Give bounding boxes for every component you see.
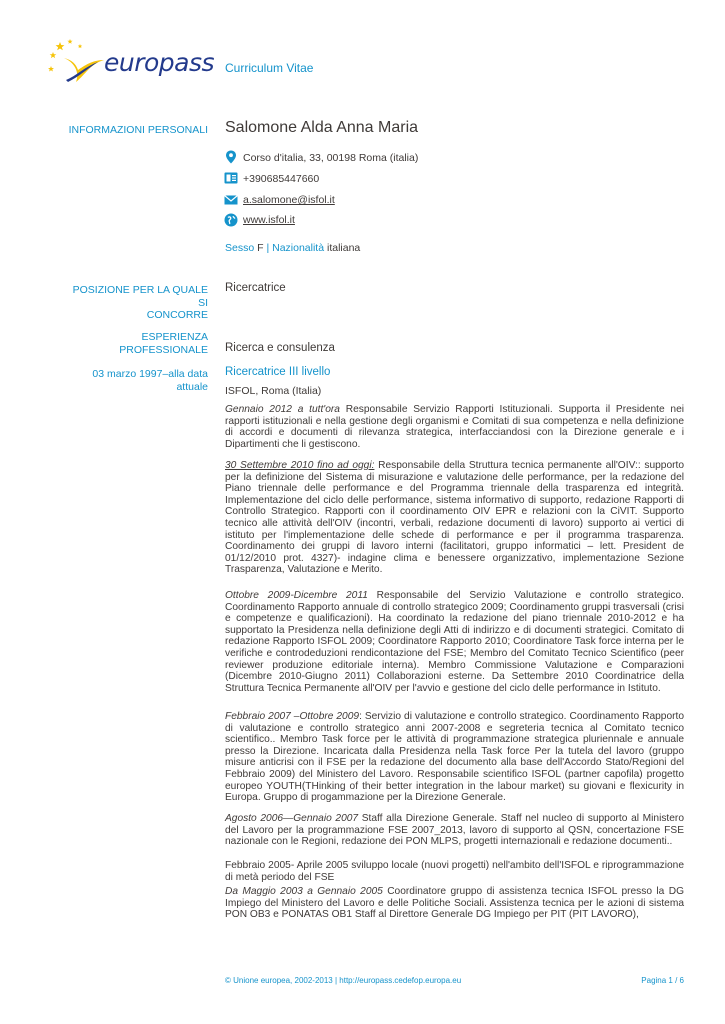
experience-paragraph (225, 590, 684, 694)
personal-info-label: INFORMAZIONI PERSONALI (68, 124, 208, 136)
experience-paragraph (225, 886, 684, 921)
paragraph-date: Gennaio 2012 a tutt'ora (225, 404, 340, 415)
email-address[interactable]: a.salomone@isfol.it (243, 194, 335, 206)
paragraph-text: : Servizio di valutazione e controllo strategico. Coordinamento Rapporto di valutazione e controllo strategico anni 2007-2008 e segreteria tecnica al Comitato tecnico scientifico.. Membro Task force per le attività di programmazione strategica pluriennale e annuale presso la Direzione. Incaricata dalla Presidenza nella Task force Per la tutela del lavoro (gruppo misure anticrisi con il FSE per la redazione del documento alla base dell'Accordo Stato/Regioni del Febbraio 2009) del Ministero del Lavoro. Responsabile scientifico ISFOL (partner capofila) progetto europeo YOUTH(THinking of their better integration in the labour market) su giovani e flexicurity in Europa. Gruppo di progammazione per la Direzione Generale. (225, 711, 684, 804)
paragraph-text: Coordinatore gruppo di assistenza tecnica ISFOL presso la DG Impiego del Ministero del Lavoro e delle Politiche Sociali. Assistenza tecnica per le azioni di sistema PON OB3 e PONATAS OB1 Staff al Direttore Generale DG Impiego per PIT (PIT LAVORO), (225, 886, 684, 921)
paragraph-text: Responsabile della Struttura tecnica permanente all'OIV:: supporto per la definizione del Sistema di misurazione e valutazione delle performance, per la redazione del Piano triennale delle performance e del Programma triennale della trasparenza ed integrità. Implementazione del ciclo delle performance, sistema informativo di supporto, redazione Rapporti di Controllo Strategico. Rapporti con il coordinamento OIV EPR e relazioni con la CiVIT. Supporto tecnico alle attività dell'OIV (incontri, verbali, redazione documenti di lavoro) supporto ai vertici di istituto per l'implementazione delle schede di performance e per il programma trasparenza. Coordinamento dei gruppi di lavoro interni (facilitatori, gruppo informatici – lett. President de 01/12/2010 prot. 4327)- indagine clima e benessere organizzativo, implementazione Sezione Trasparenza, Valutazione e Merito. (225, 460, 685, 576)
paragraph-date: 30 Settembre 2010 fino ad oggi: (225, 460, 375, 471)
experience-label-line1: ESPERIENZA (141, 331, 208, 343)
address: Corso d'italia, 33, 00198 Roma (italia) (243, 152, 419, 164)
email-link[interactable] (243, 194, 335, 206)
paragraph-text: Responsabile del Servizio Valutazione e controllo strategico. Coordinamento Rapporto annuale di controllo strategico 2009; Coordinamento gruppi trasversali (crisi e competenze e qualificazioni). Ha coordinato la redazione del piano triennale 2010-2012 e ha supportato la Presidenza nella definizione degli Atti di indirizzo e di documenti strategici. Comitato di redazione Rapporto ISFOL 2009; Coordinatore Rapporto 2010; Coordinatore Task force interna per le verifiche e controdeduzioni rendicontazione del FSE; Membro del Comitato Tecnico Scientifico (peer reviewer produzione editoriale interna). Membro Commissione Valutazione e Comparazioni (Dicembre 2010-Giugno 2011) Collaborazioni esterne. Da Settembre 2010 Coordinatrice della Struttura Tecnica Permanente all'OIV per l'avvio e gestione del ciclo delle performance in Istituto. (225, 590, 684, 694)
phone-number: +390685447660 (243, 173, 320, 185)
paragraph-date: Da Maggio 2003 a Gennaio 2005 (225, 886, 383, 897)
separator: | (266, 242, 270, 254)
phone-icon (224, 171, 238, 185)
position-label-line1: POSIZIONE PER LA QUALE SI (72, 284, 208, 309)
sex-value: F (257, 242, 264, 254)
experience-paragraph (225, 404, 684, 450)
europass-wordmark: europass (104, 48, 215, 77)
job-role: Ricercatrice III livello (225, 366, 331, 378)
paragraph-text: Staff alla Direzione Generale. Staff nel nucleo di supporto al Ministero del Lavoro per la programmazione FSE 2007_2013, lavoro di supporto al QSN, concertazione FSE nazionale con le Regioni, redazione dei PON MLPS, progetti internazionali e redazione documenti.. (225, 813, 684, 848)
experience-label-line2: PROFESSIONALE (119, 343, 208, 356)
person-name: Salomone Alda Anna Maria (225, 119, 419, 136)
website-url[interactable]: www.isfol.it (243, 214, 295, 226)
paragraph-text: Responsabile Servizio Rapporti Istituzionali. Supporta il Presidente nei rapporti istituzionali e nella gestione degli organismi e Comitati di sua competenza e nella definizione di accordi e documenti di rilevanza strategica, interfacciandosi con la Direzione generale e i Dipartimenti che li gestiscono. (225, 404, 684, 450)
paragraph-date: Febbraio 2007 –Ottobre 2009 (225, 711, 360, 722)
website-icon (224, 213, 238, 227)
sex-nationality-line (225, 242, 360, 254)
experience-value: Ricerca e consulenza (225, 342, 335, 354)
experience-paragraph (225, 813, 684, 848)
experience-paragraph (225, 860, 684, 883)
experience-date: 03 marzo 1997–alla data attuale (92, 368, 208, 393)
position-value: Ricercatrice (225, 282, 286, 294)
nationality-label: Nazionalità (272, 242, 325, 254)
position-label (60, 284, 208, 322)
footer-copyright: © Unione europea, 2002-2013 | http://europass.cedefop.europa.eu (225, 976, 462, 985)
nationality-value: italiana (326, 242, 361, 254)
document-title: Curriculum Vitae (225, 61, 314, 75)
experience-label (60, 331, 208, 356)
sex-label: Sesso (225, 242, 255, 254)
europass-logo (46, 36, 215, 92)
website-link[interactable] (243, 214, 295, 226)
page-number: Pagina 1 / 6 (641, 976, 684, 985)
paragraph-date: Agosto 2006—Gennaio 2007 (225, 813, 359, 824)
location-pin-icon (224, 150, 238, 164)
paragraph-text: Febbraio 2005- Aprile 2005 sviluppo locale (nuovi progetti) nell'ambito dell'ISFOL e riprogrammazione di metà periodo del FSE (225, 860, 684, 883)
experience-paragraph (225, 460, 684, 576)
paragraph-date: Ottobre 2009-Dicembre 2011 (225, 590, 368, 601)
position-label-line2: CONCORRE (146, 309, 208, 321)
employer: ISFOL, Roma (Italia) (225, 385, 322, 397)
email-icon (224, 193, 238, 207)
experience-paragraph (225, 711, 684, 804)
